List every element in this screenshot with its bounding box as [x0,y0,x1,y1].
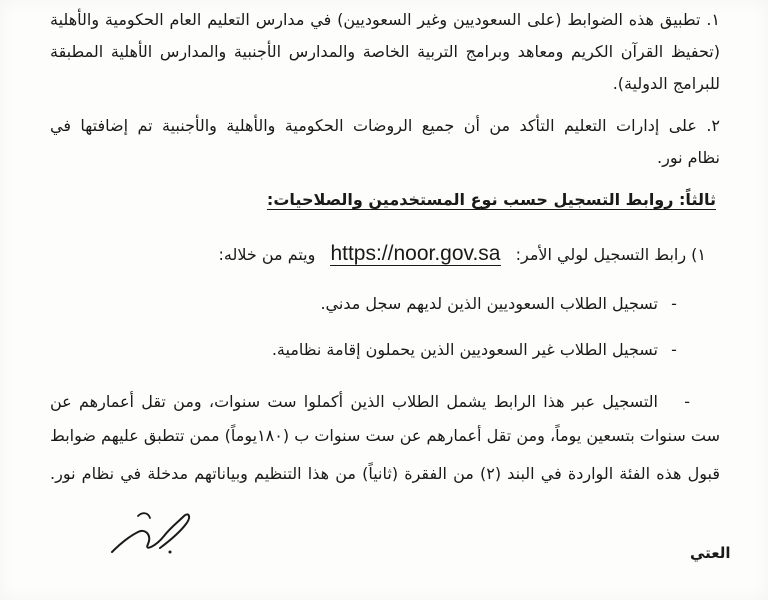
paragraph-3-line-2: ست سنوات بتسعين يوماً، ومن تقل أعمارهم عن ست سنوات ب (١٨٠يوماً) ممن تتطبق عليهم ضوابط [50,426,721,445]
link-prefix-text: ١) رابط التسجيل لولي الأمر: [515,245,706,264]
bullet-text: تسجيل الطلاب السعوديين الذين لديهم سجل مدني. [320,294,658,313]
paragraph-2-line-2: نظام نور. [657,148,720,167]
registration-link-row [218,242,706,266]
bullet-item [320,294,690,313]
section-heading: ثالثاً: روابط التسجيل حسب نوع المستخدمين والصلاحيات: [266,190,716,209]
noor-registration-link[interactable]: https://noor.gov.sa [330,242,501,265]
paragraph-1-line-2: (تحفيظ القرآن الكريم ومعاهد وبرامج التربية الخاصة والمدارس الأجنبية والمدارس الأهلية المطبقة [50,42,720,61]
paragraph-1-line-3: للبرامج الدولية). [612,74,720,93]
paragraph-2-line-1: ٢. على إدارات التعليم التأكد من أن جميع الروضات الحكومية والأهلية والأجنبية تم إضافتها في [50,116,720,135]
paragraph-3-line-3: قبول هذه الفئة الواردة في البند (٢) من الفقرة (ثانياً) من هذا التنظيم وبياناتهم مدخلة في نظام نور. [50,464,720,483]
signature-name: العتي [690,544,731,562]
bullet-item [272,340,690,359]
bullet-dash: - [671,340,677,359]
bullet-dash: - [684,392,690,411]
handwritten-signature [108,502,198,562]
bullet-text: تسجيل الطلاب غير السعوديين الذين يحملون إقامة نظامية. [271,340,658,359]
paragraph-1-line-1: ١. تطبيق هذه الضوابط (على السعوديين وغير السعوديين) في مدارس التعليم العام الحكومية والأهلية [50,10,720,29]
link-suffix-text: ويتم من خلاله: [218,245,316,264]
bullet-dash: - [671,294,677,313]
bullet-item [50,392,690,411]
bullet-text: التسجيل عبر هذا الرابط يشمل الطلاب الذين أكملوا ست سنوات، ومن تقل أعمارهم عن [50,392,658,411]
